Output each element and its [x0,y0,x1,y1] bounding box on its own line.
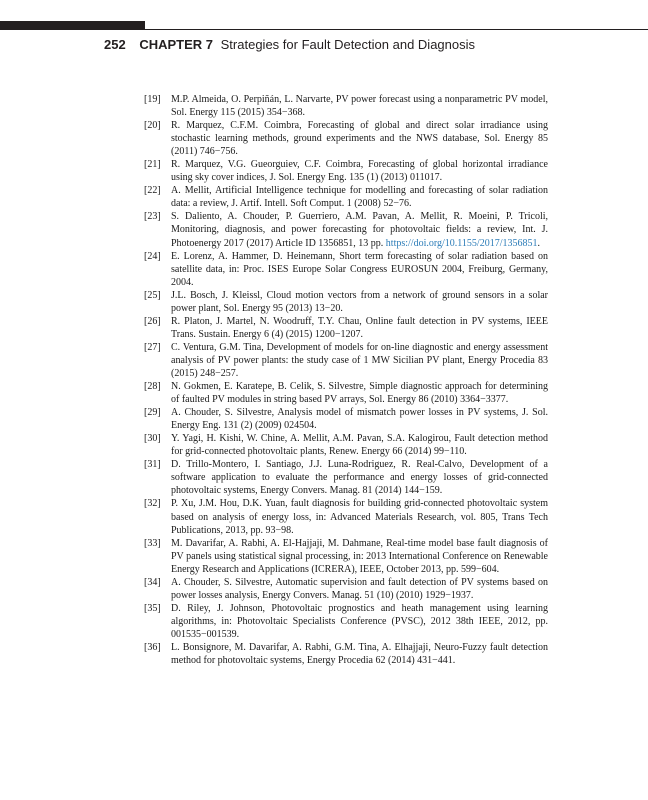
reference-number: [34] [144,576,161,588]
reference-text: A. Chouder, S. Silvestre, Automatic supervision and fault detection of PV systems based on power losses analysis, Energy Convers. Manag. 51 (10) (2010) 1929−1937. [171,576,548,601]
reference-text: D. Riley, J. Johnson, Photovoltaic prognostics and heath management using learning algorithms, in: Photovoltaic Specialists Conference (PVSC), 2012 38th IEEE, 2012, pp. 001535−001539. [171,602,548,640]
reference-item [144,210,548,249]
reference-item [144,158,548,184]
reference-text: A. Mellit, Artificial Intelligence technique for modelling and forecasting of solar radiation data: a review, J. Artif. Intell. Soft Comput. 1 (2008) 52−76. [171,185,548,210]
reference-number: [32] [144,498,161,510]
reference-item [144,458,548,497]
reference-text: R. Marquez, V.G. Gueorguiev, C.F. Coimbra, Forecasting of global horizontal irradiance using sky cover indices, J. Sol. Energy Eng. 135 (1) (2013) 011017. [171,159,548,184]
reference-text: M.P. Almeida, O. Perpiñán, L. Narvarte, PV power forecast using a nonparametric PV model, Sol. Energy 115 (2015) 354−368. [171,94,548,119]
reference-number: [20] [144,120,161,132]
reference-number: [26] [144,315,161,327]
reference-text: R. Marquez, C.F.M. Coimbra, Forecasting of global and direct solar irradiance using stochastic learning methods, ground experiments and the NWS database, Sol. Energy 85 (2011) 746−756. [171,120,548,158]
reference-text: P. Xu, J.M. Hou, D.K. Yuan, fault diagnosis for building grid-connected photovoltaic system based on analysis of energy loss, in: Advanced Materials Research, vol. 805, Trans Tech Publications, 2013, pp. 93−98. [171,498,548,536]
reference-item [144,432,548,458]
reference-number: [33] [144,537,161,549]
reference-text: S. Daliento, A. Chouder, P. Guerriero, A.M. Pavan, A. Mellit, R. Moeini, P. Tricoli, Monitoring, diagnosis, and power forecasting for photovoltaic fields: a review, Int. J. Photoenergy 2017 (2017) Article ID 1356851, 13 pp. [171,211,548,249]
reference-number: [30] [144,433,161,445]
reference-text: N. Gokmen, E. Karatepe, B. Celik, S. Silvestre, Simple diagnostic approach for determining of faulted PV modules in string based PV arrays, Sol. Energy 86 (2010) 3364−3377. [171,381,548,406]
header-bar [0,21,145,30]
reference-number: [31] [144,459,161,471]
reference-item [144,406,548,432]
reference-text-end: . [537,237,540,249]
reference-item [144,315,548,341]
reference-text: J.L. Bosch, J. Kleissl, Cloud motion vectors from a network of ground sensors in a solar power plant, Sol. Energy 95 (2013) 13−20. [171,289,548,314]
reference-list [144,93,548,667]
reference-item [144,93,548,119]
reference-text: Y. Yagi, H. Kishi, W. Chine, A. Mellit, A.M. Pavan, S.A. Kalogirou, Fault detection method for grid-connected photovoltaic plants, Renew. Energy 66 (2014) 99−110. [171,433,548,458]
reference-number: [35] [144,602,161,614]
reference-item [144,250,548,289]
reference-number: [36] [144,641,161,653]
reference-item [144,537,548,576]
reference-item [144,576,548,602]
chapter-label: CHAPTER 7 [139,37,214,52]
reference-text: A. Chouder, S. Silvestre, Analysis model of mismatch power losses in PV systems, J. Sol. Energy Eng. 131 (2) (2009) 024504. [171,407,548,432]
reference-item [144,289,548,315]
reference-item [144,184,548,210]
reference-number: [21] [144,159,161,171]
reference-number: [19] [144,94,161,105]
header-rule [145,29,648,30]
reference-item [144,497,548,536]
reference-number: [24] [144,250,161,262]
reference-text: D. Trillo-Montero, I. Santiago, J.J. Luna-Rodriguez, R. Real-Calvo, Development of a software application to evaluate the performance and energy losses of grid-connected photovoltaic systems, Energy Convers. Manag. 81 (2014) 144−159. [171,459,548,497]
reference-text: E. Lorenz, A. Hammer, D. Heinemann, Short term forecasting of solar radiation based on satellite data, in: Proc. ISES Europe Solar Congress EUROSUN 2004, Freiburg, Germany, 2004. [171,250,548,288]
reference-number: [23] [144,211,161,223]
chapter-title: Strategies for Fault Detection and Diagnosis [220,37,475,52]
reference-number: [25] [144,289,161,301]
reference-item [144,602,548,641]
reference-text: M. Davarifar, A. Rabhi, A. El-Hajjaji, M. Dahmane, Real-time model base fault diagnosis of PV panels using statistical signal processing, in: 2013 International Conference on Renewable Energy Research and Applications (ICRERA), IEEE, October 2013, pp. 599−604. [171,537,548,575]
doi-link[interactable]: https://doi.org/10.1155/2017/1356851 [385,237,538,249]
reference-number: [29] [144,407,161,419]
reference-item [144,119,548,158]
reference-number: [28] [144,381,161,393]
page-number: 252 [104,37,126,52]
running-header [104,36,475,54]
reference-number: [22] [144,185,161,197]
reference-item [144,341,548,380]
reference-text: R. Platon, J. Martel, N. Woodruff, T.Y. Chau, Online fault detection in PV systems, IEEE Trans. Sustain. Energy 6 (4) (2015) 1200−1207. [171,315,548,340]
reference-item [144,380,548,406]
reference-item [144,641,548,667]
reference-text: L. Bonsignore, M. Davarifar, A. Rabhi, G.M. Tina, A. Elhajjaji, Neuro-Fuzzy fault detection method for photovoltaic systems, Energy Procedia 62 (2014) 431−441. [171,641,548,667]
reference-text: C. Ventura, G.M. Tina, Development of models for on-line diagnostic and energy assessment analysis of PV power plants: the study case of 1 MW Sicilian PV plant, Energy Procedia 83 (2015) 248−257. [171,341,548,379]
reference-number: [27] [144,341,161,353]
